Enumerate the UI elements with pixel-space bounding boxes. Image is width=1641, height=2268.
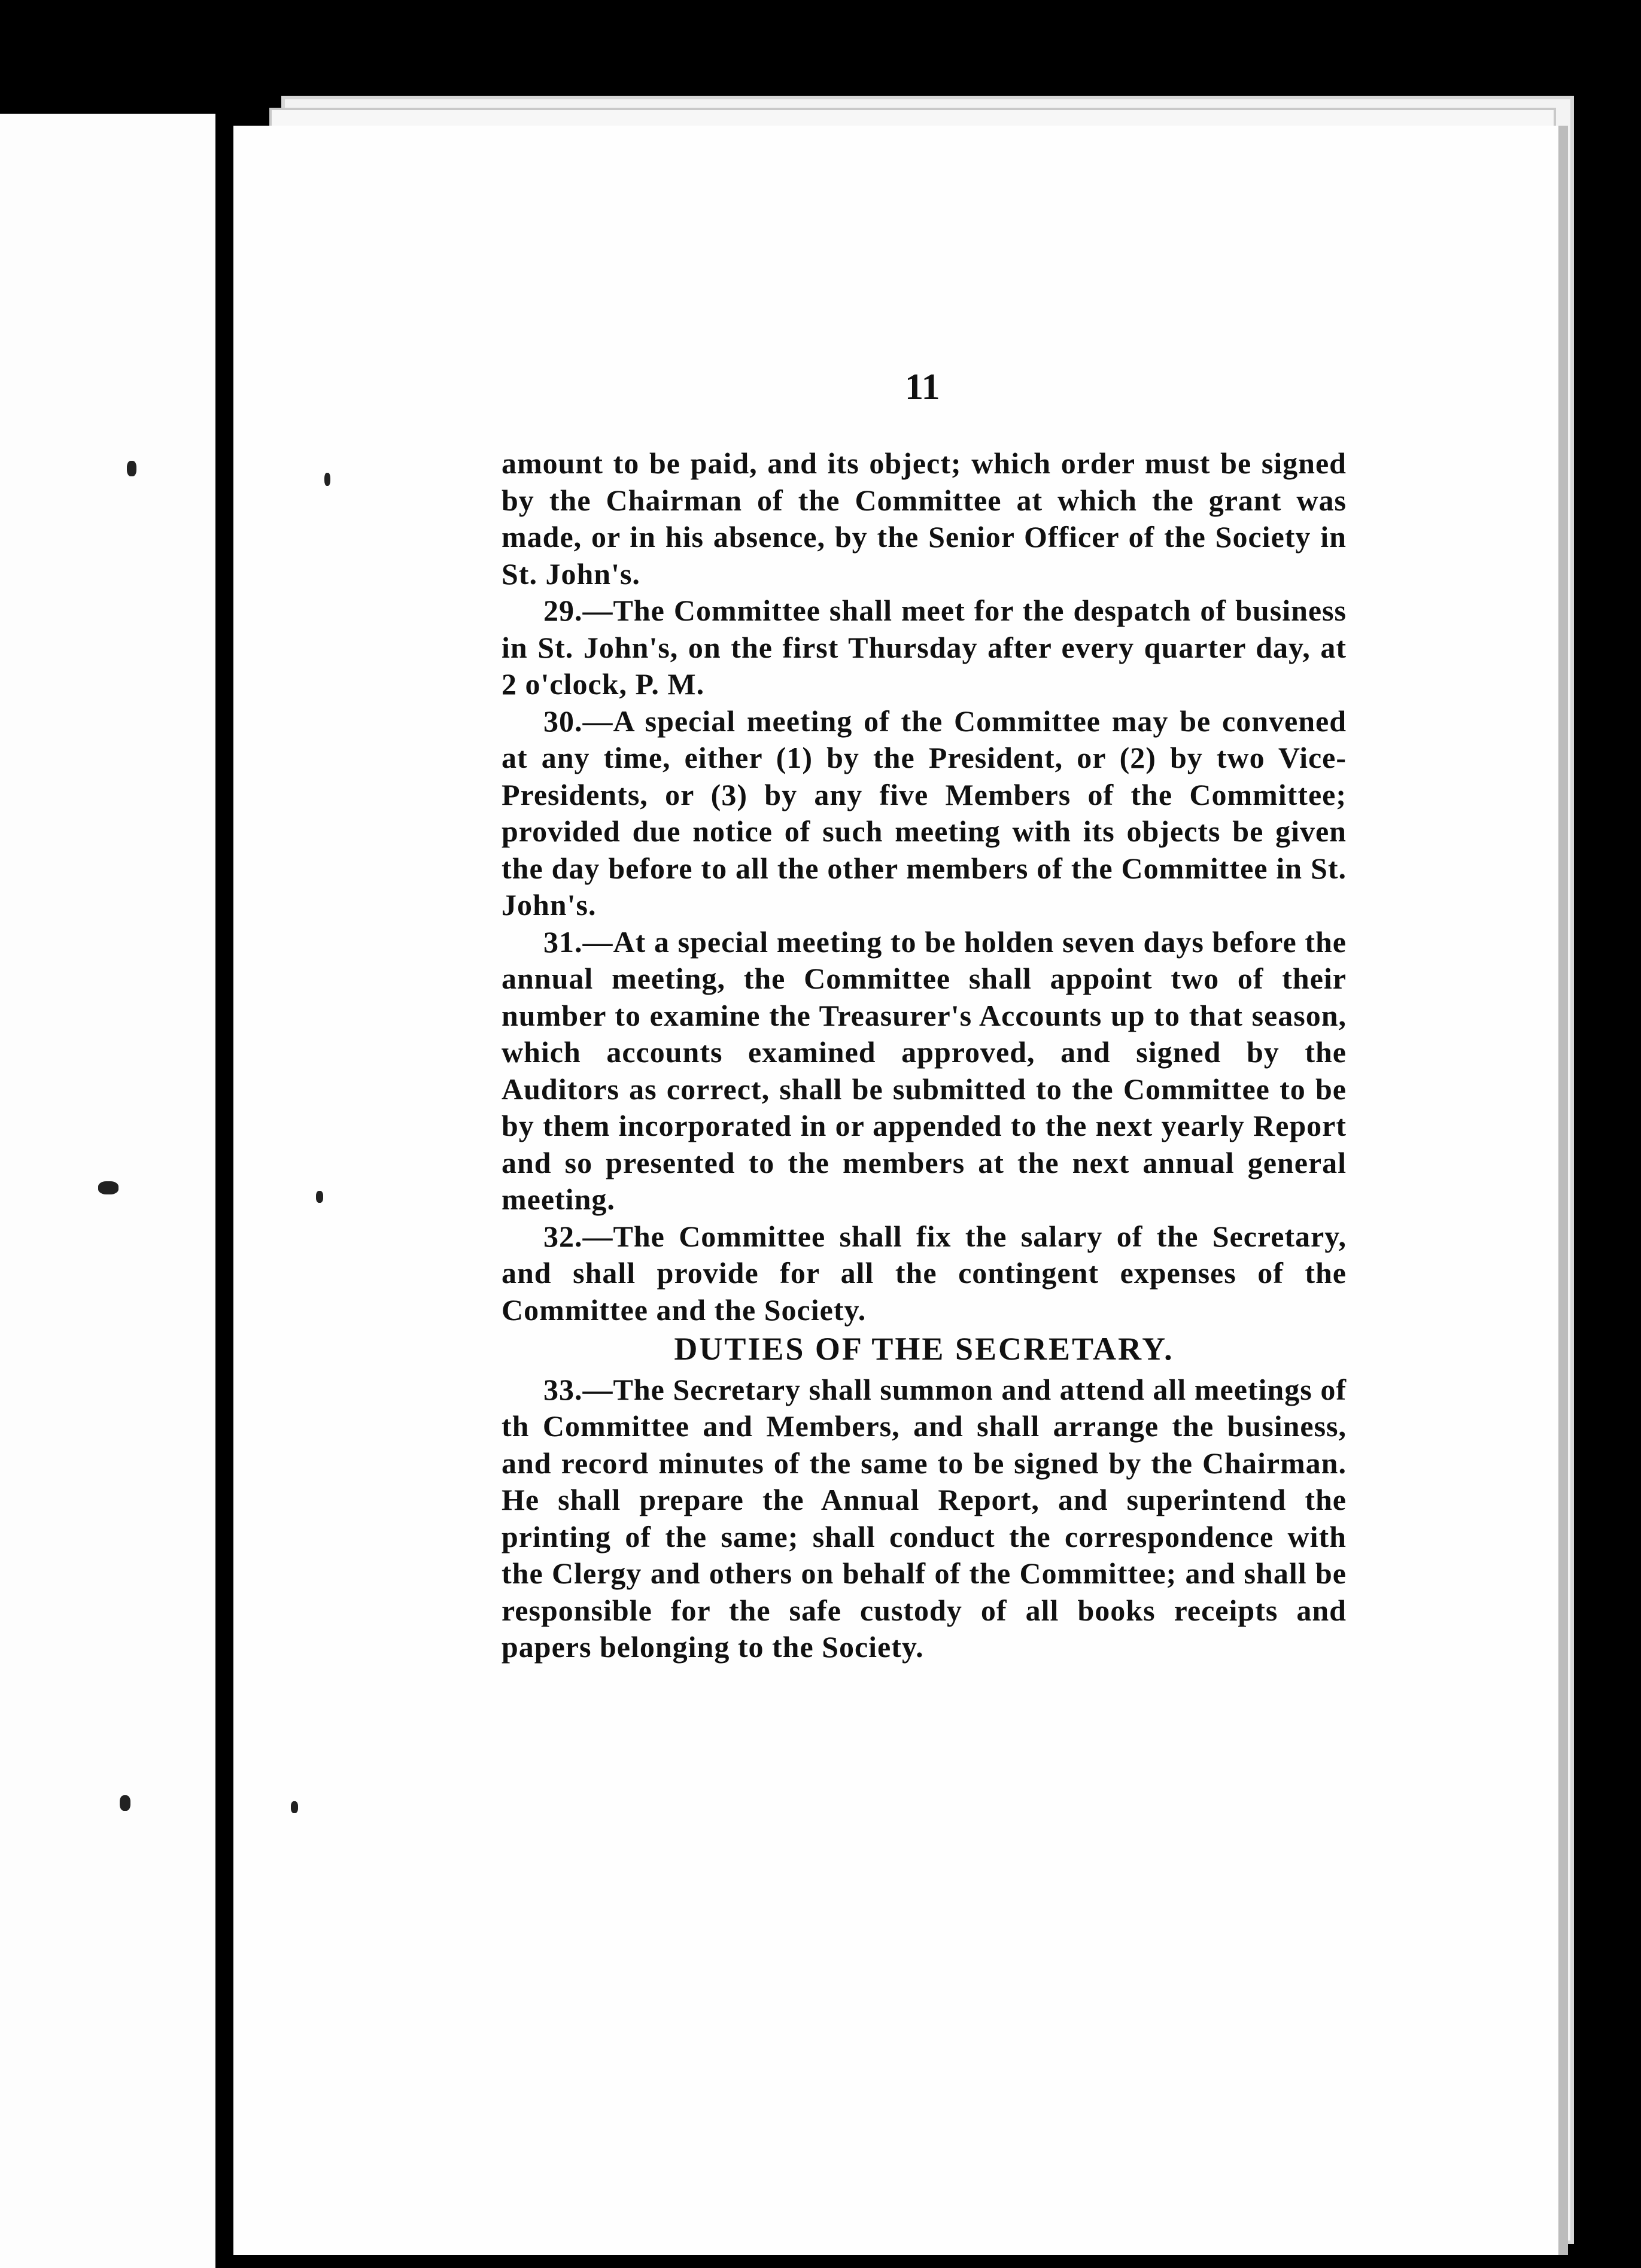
margin-speck [120, 1795, 130, 1811]
paragraph-28-continued: amount to be paid, and its object; which order must be signed by the Chairman of the Committee at which the grant was made, or in his absence, by the Senior Officer of the Society in St. John's. [502, 446, 1347, 591]
paragraph-33: 33.—The Secretary shall summon and attend all meetings of th Committee and Members, and shall arrange the business, and record minutes of the same to be signed by the Chairman. He shall prepare the Annual Report, and superintend the printing of the same; shall conduct the correspondence with the Clergy and others on behalf of the Committee; and shall be responsible for the safe custody of all books receipts and papers belonging to the Society. [502, 1372, 1347, 1664]
paragraph-32: 32.—The Committee shall fix the salary of the Secretary, and shall provide for all the contingent expenses of the Committee and the Society. [502, 1219, 1347, 1327]
page-body [502, 445, 1347, 1666]
paragraph-29: 29.—The Committee shall meet for the despatch of business in St. John's, on the first Thursday after every quarter day, at 2 o'clock, P. M. [502, 594, 1347, 701]
page-number: 11 [905, 367, 940, 408]
section-heading: DUTIES OF THE SECRETARY. [674, 1331, 1174, 1367]
book-gutter [215, 114, 232, 2268]
margin-speck [324, 473, 330, 486]
margin-speck [316, 1191, 323, 1203]
margin-speck [127, 461, 136, 476]
margin-speck [291, 1801, 298, 1813]
margin-speck [98, 1181, 118, 1194]
paragraph-31: 31.—At a special meeting to be holden seven days before the annual meeting, the Committee shall appoint two of their number to examine the Treasurer's Accounts up to that season, which accounts examined approved, and signed by the Auditors as correct, shall be submitted to the Committee to be by them incorporated in or appended to the next yearly Report and so presented to the members at the next annual general meeting. [502, 925, 1347, 1216]
paragraph-30: 30.—A special meeting of the Committee may be convened at any time, either (1) by the President, or (2) by two Vice-Presidents, or (3) by any five Members of the Committee; provided due notice of such meeting with its objects be given the day before to all the other members of the Committee in St. John's. [502, 704, 1347, 922]
